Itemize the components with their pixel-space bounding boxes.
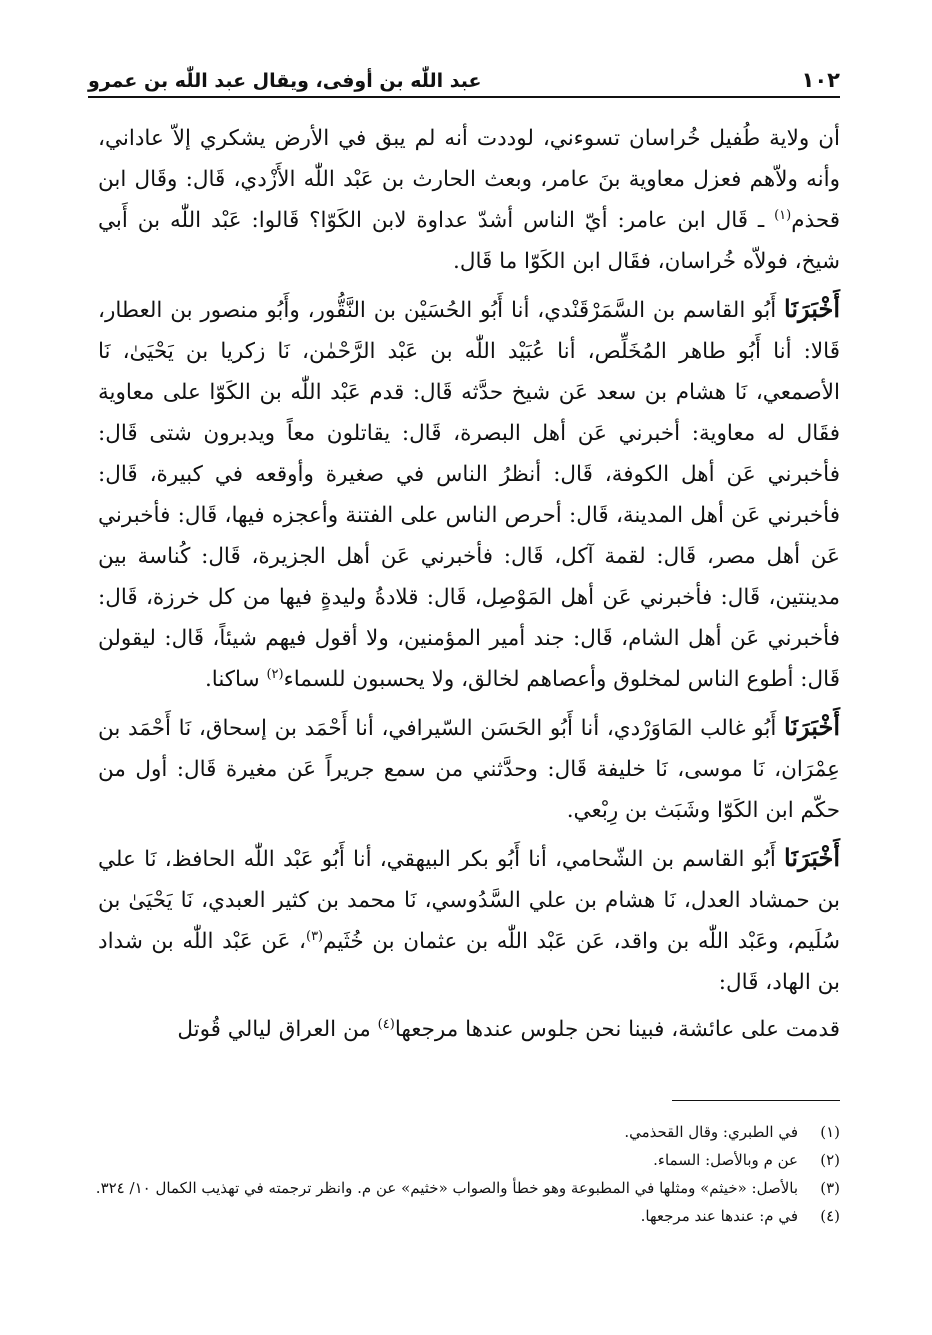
footnote-ref-1: (١) bbox=[774, 207, 792, 223]
footnote-text: في الطبري: وقال القحذمي. bbox=[624, 1123, 798, 1141]
footnotes bbox=[88, 1118, 840, 1230]
running-title: عبد اللّٰه بن أوفى، ويقال عبد اللّٰه بن عمرو bbox=[88, 70, 482, 92]
footnote-number: (٤) bbox=[820, 1207, 840, 1225]
paragraph-text: أَبُو القاسم بن السَّمَرْقَنْدي، أنا أَبُو الحُسَيْن بن النَّقُّور، وأَبُو منصور بن العطار، قَالا: أنا أَبُو طاهر المُخَلِّص، أنا عُبَيْد اللّٰه بن عَبْد الرَّحْمٰن، نَا زكريا بن يَحْيَىٰ، نَا الأصمعي، نَا هشام بن سعد عَن شيخ حدَّثه قَال: قدم عَبْد اللّٰه بن الكَوّا على معاوية فقَال له معاوية: أخبرني عَن أهل البصرة، قَال: يقاتلون معاً ويدبرون شتى قَال: فأخبرني عَن أهل الكوفة، قَال: أنظرُ الناس في صغيرة وأوقعه في كبيرة، قَال: فأخبرني عَن أهل المدينة، قَال: أحرص الناس على الفتنة وأعجزه فيها، قَال: فأخبرني عَن أهل مصر، قَال: لقمة آكل، قَال: فأخبرني عَن أهل الجزيرة، قَال: كُناسة بين مدينتين، قَال: فأخبرني عَن أهل المَوْصِل، قَال: قلادةُ وليدةٍ فيها من كل خرزة، قَال: فأخبرني عَن أهل الشام، قَال: جند أمير المؤمنين، ولا أقول فيهم شيئاً، قَال: ليقولن قَال: أطوع الناس لمخلوق وأعصاهم لخالق، ولا يحسبون للسماء bbox=[98, 298, 840, 692]
main-text bbox=[98, 118, 840, 1056]
paragraph-5 bbox=[98, 1009, 840, 1050]
header-rule bbox=[88, 96, 840, 98]
paragraph-lead-word: أَخْبَرَنَا bbox=[784, 712, 840, 741]
page-number: ١٠٢ bbox=[801, 68, 840, 92]
paragraph-1 bbox=[98, 118, 840, 282]
footnote-text: عن م وبالأصل: السماء. bbox=[653, 1151, 798, 1169]
footnote-ref-2: (٢) bbox=[266, 666, 284, 682]
paragraph-text: أَبُو غالب المَاوَرْدي، أنا أَبُو الحَسَن السّيرافي، أنا أَحْمَد بن إسحاق، نَا أَحْمَد بن عِمْرَان، نَا موسى، نَا خليفة قَال: وحدَّثني من سمع جريراً عَن مغيرة قَال: أول من حكّم ابن الكَوّا وشَبَث بن رِبْعي. bbox=[98, 716, 840, 823]
paragraph-text-continued: ـ قَال ابن عامر: أيّ الناس أشدّ عداوة لابن الكَوّا؟ قَالوا: عَبْد اللّٰه بن أَبي شيخ، فولاّه خُراسان، فقَال ابن الكَوّا ما قَال. bbox=[98, 208, 840, 274]
paragraph-4 bbox=[98, 837, 840, 1003]
footnote-number: (٣) bbox=[820, 1179, 840, 1197]
footnote-3 bbox=[88, 1174, 840, 1202]
footnote-number: (١) bbox=[820, 1123, 840, 1141]
paragraph-lead-word: أَخْبَرَنَا bbox=[784, 843, 840, 872]
paragraph-text-continued: ، عَن عَبْد اللّٰه بن شداد بن الهاد، قَال: bbox=[98, 929, 840, 995]
footnote-text: في م: عندها عند مرجعها. bbox=[640, 1207, 798, 1225]
paragraph-text: أن ولاية طُفيل خُراسان تسوءني، لوددت أنه لم يبق في الأرض يشكري إلاّ عاداني، وأنه ولاّهم فعزل معاوية بنَ عامر، وبعث الحارث بن عَبْد اللّٰه الأَزْدي، قَال: وقَال ابن قحذم bbox=[98, 126, 840, 233]
paragraph-2 bbox=[98, 288, 840, 700]
paragraph-3 bbox=[98, 706, 840, 831]
paragraph-text-continued: ساكنا. bbox=[204, 667, 267, 692]
paragraph-lead-word: أَخْبَرَنَا bbox=[784, 294, 840, 323]
paragraph-text: أَبُو القاسم بن الشّحامي، أنا أَبُو بكر البيهقي، أنا أَبُو عَبْد اللّٰه الحافظ، نَا علي بن حمشاد العدل، نَا هشام بن علي السَّدُوسي، نَا محمد بن كثير العبدي، نَا يَحْيَىٰ بن سُلَيم، وعَبْد اللّٰه بن واقد، عَن عَبْد اللّٰه بن عثمان بن خُثَيم bbox=[98, 847, 841, 954]
paragraph-text: قدمت على عائشة، فبينا نحن جلوس عندها مرجعها bbox=[394, 1017, 840, 1042]
footnote-number: (٢) bbox=[820, 1151, 840, 1169]
footnote-1 bbox=[88, 1118, 840, 1146]
page-header bbox=[88, 52, 840, 92]
paragraph-text-continued: من العراق ليالي قُوتل bbox=[177, 1017, 378, 1042]
footnote-4 bbox=[88, 1202, 840, 1230]
footnote-text: بالأصل: «خيثم» ومثلها في المطبوعة وهو خطأ والصواب «خثيم» عن م. وانظر ترجمته في تهذيب الكمال ١٠/ ٣٢٤. bbox=[95, 1179, 798, 1197]
footnote-2 bbox=[88, 1146, 840, 1174]
footnote-ref-3: (٣) bbox=[305, 928, 324, 944]
footnote-ref-4: (٤) bbox=[377, 1016, 395, 1032]
footnote-separator bbox=[672, 1100, 840, 1101]
